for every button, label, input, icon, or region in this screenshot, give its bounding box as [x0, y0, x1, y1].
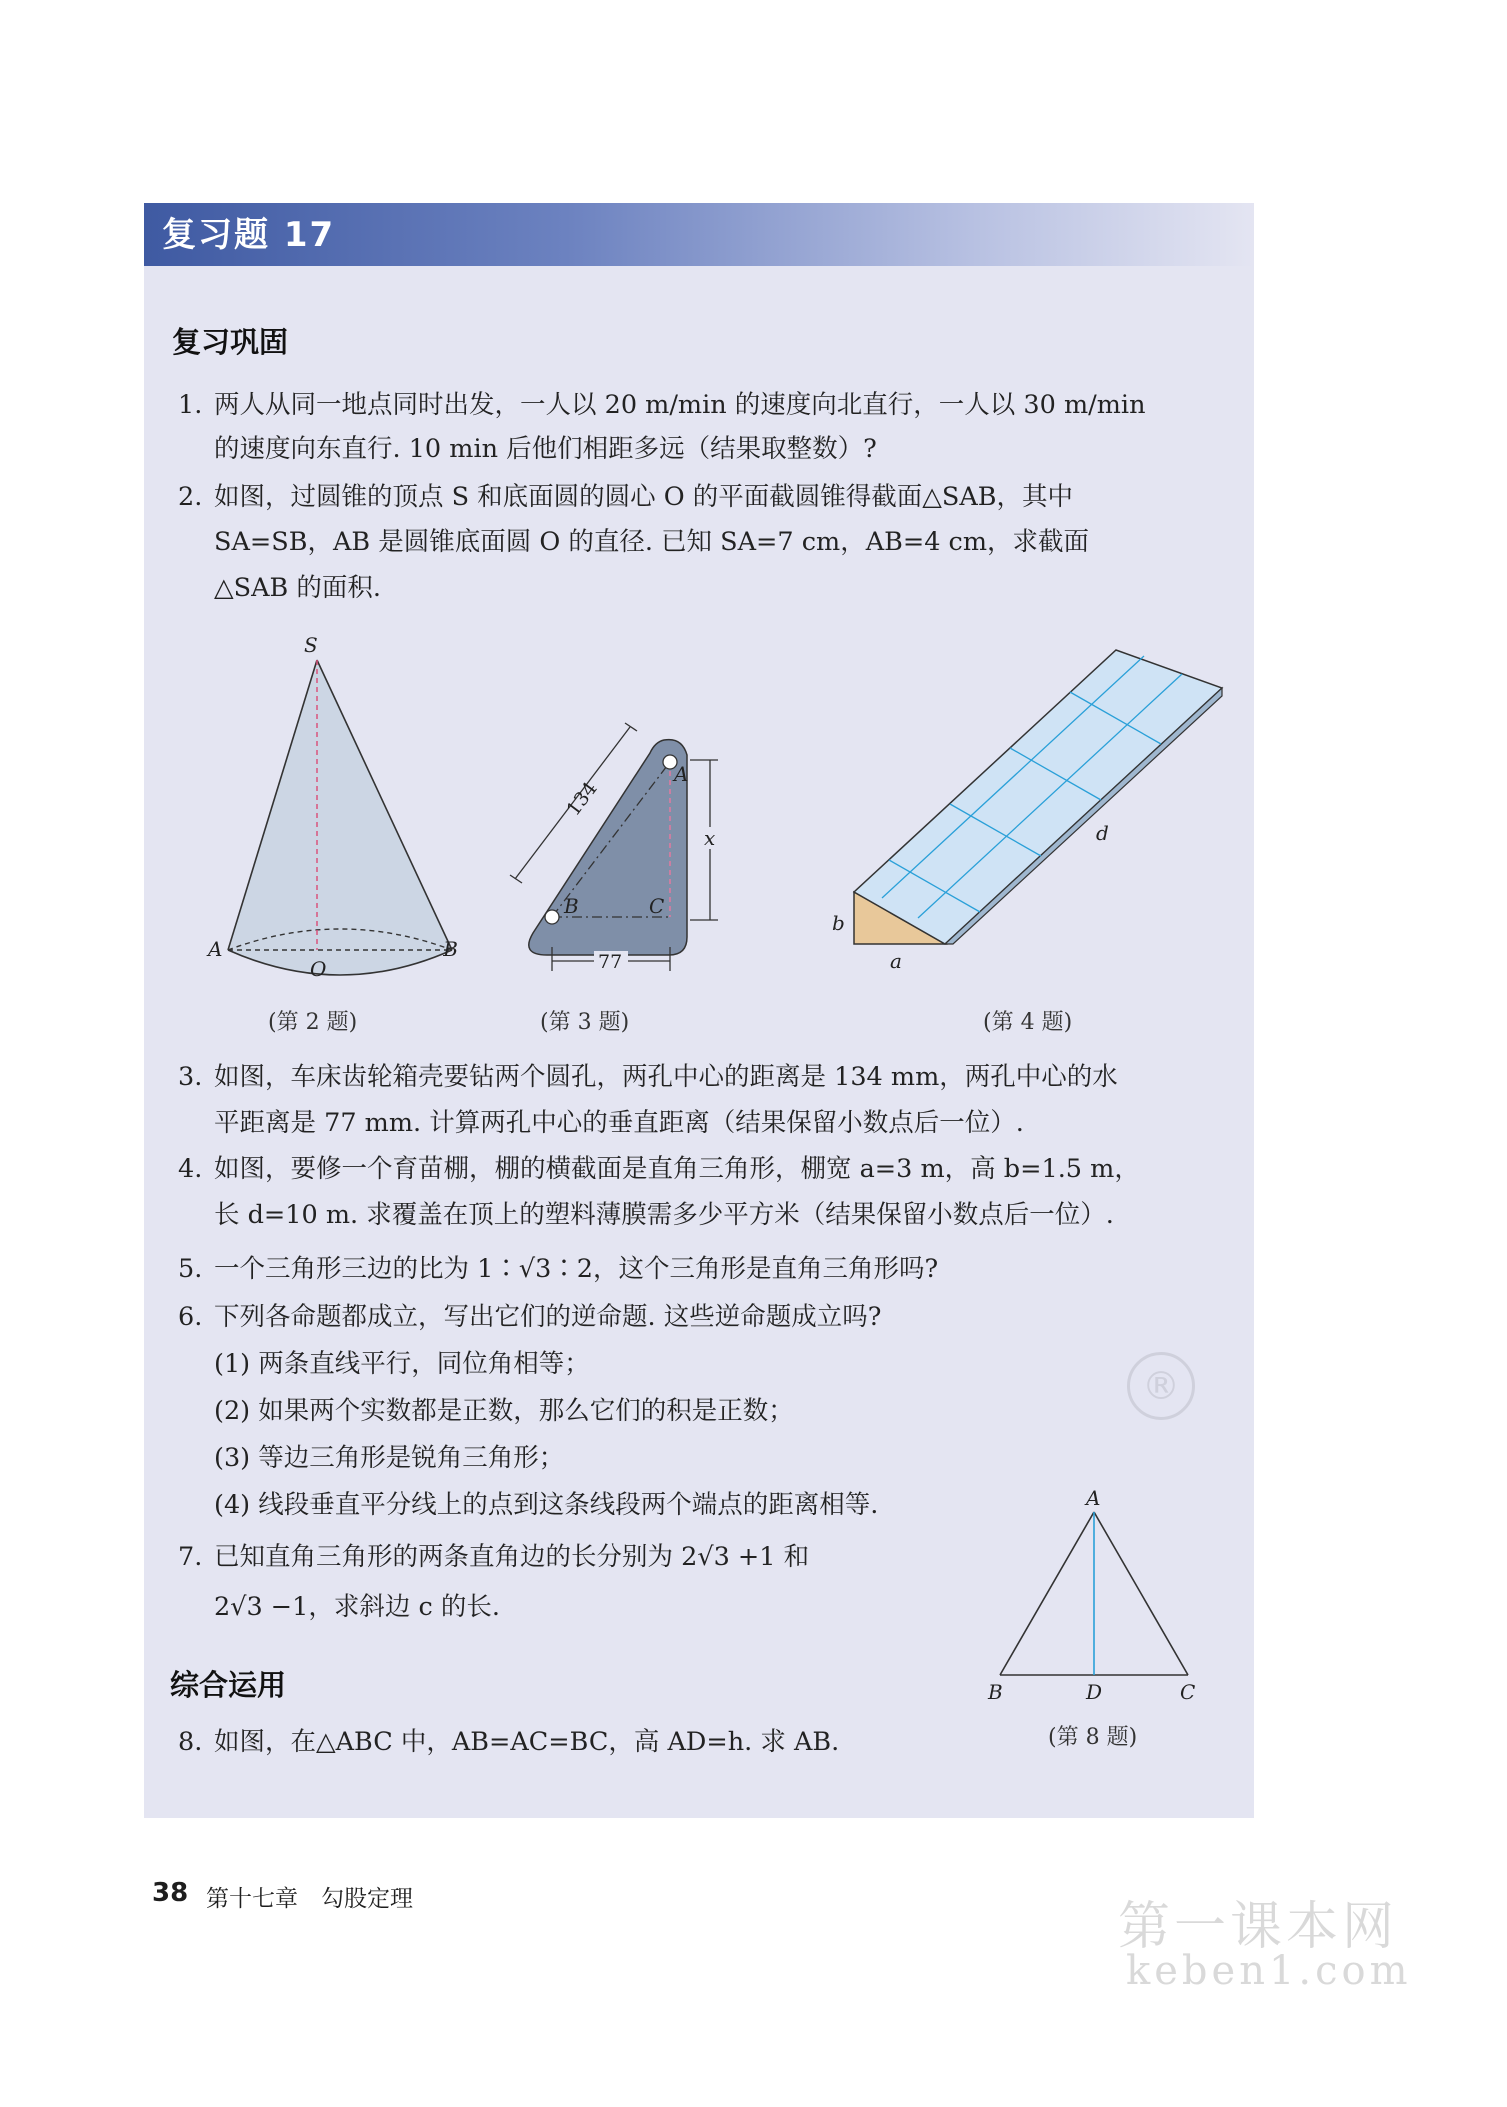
- problem-3: [178, 1060, 1118, 1094]
- label-b: b: [832, 911, 845, 935]
- problem-6-item-2: (2) 如果两个实数都是正数，那么它们的积是正数；: [214, 1396, 794, 1426]
- problem-4-line2: 长 d=10 m. 求覆盖在顶上的塑料薄膜需多少平方米（结果保留小数点后一位）.: [214, 1200, 1114, 1230]
- problem-number: 6.: [178, 1302, 203, 1332]
- problem-number: 8.: [178, 1727, 203, 1757]
- problem-text: 如图，要修一个育苗棚，棚的横截面是直角三角形，棚宽 a=3 m，高 b=1.5 m，: [214, 1154, 1140, 1184]
- section-heading-apply: 综合运用: [170, 1668, 287, 1702]
- problem-text: 一个三角形三边的比为 1∶√3∶2，这个三角形是直角三角形吗?: [214, 1254, 939, 1284]
- caption-fig2: (第 2 题): [268, 1010, 358, 1035]
- caption-fig8: (第 8 题): [1048, 1725, 1138, 1750]
- problem-3-line2: 平距离是 77 mm. 计算两孔中心的垂直距离（结果保留小数点后一位）.: [214, 1108, 1024, 1138]
- caption-fig3: (第 3 题): [540, 1010, 630, 1035]
- problem-2-line2: SA=SB，AB 是圆锥底面圆 O 的直径. 已知 SA=7 cm，AB=4 cm，求截面: [214, 527, 1090, 557]
- problem-number: 3.: [178, 1062, 203, 1092]
- label-134: 134: [562, 777, 602, 821]
- label-s: S: [304, 633, 318, 657]
- label-c: C: [1180, 1680, 1196, 1704]
- problem-text: 下列各命题都成立，写出它们的逆命题. 这些逆命题成立吗?: [214, 1302, 882, 1332]
- problem-number: 7.: [178, 1542, 203, 1572]
- problem-2: [178, 480, 1073, 514]
- problem-8: [178, 1725, 839, 1759]
- problem-6-item-3: (3) 等边三角形是锐角三角形；: [214, 1443, 565, 1473]
- site-watermark-cn: 第一课本网: [1118, 1897, 1399, 1957]
- problem-number: 1.: [178, 390, 203, 420]
- label-77: 77: [598, 951, 623, 973]
- site-watermark-en: keben1.com: [1126, 1948, 1412, 1994]
- figure-greenhouse: [830, 640, 1230, 980]
- exercise-title: 复习题 17: [162, 215, 336, 255]
- label-b: B: [443, 937, 458, 961]
- problem-number: 4.: [178, 1154, 203, 1184]
- label-a: a: [890, 949, 902, 973]
- problem-number: 5.: [178, 1254, 203, 1284]
- problem-6-item-4: (4) 线段垂直平分线上的点到这条线段两个端点的距离相等.: [214, 1490, 879, 1520]
- problem-4: [178, 1152, 1140, 1186]
- problem-7-line2: 2√3 −1，求斜边 c 的长.: [214, 1592, 500, 1622]
- label-c: C: [649, 894, 665, 918]
- problem-5: [178, 1252, 938, 1286]
- label-b: B: [988, 1680, 1003, 1704]
- page-number: 38: [152, 1878, 189, 1908]
- problem-text: 如图，车床齿轮箱壳要钻两个圆孔，两孔中心的距离是 134 mm，两孔中心的水: [214, 1062, 1118, 1092]
- figure-cone: [200, 630, 460, 980]
- problem-2-line3: △SAB 的面积.: [214, 573, 381, 603]
- caption-fig4: (第 4 题): [983, 1010, 1073, 1035]
- problem-text: 如图，在△ABC 中，AB=AC=BC，高 AD=h. 求 AB.: [214, 1727, 840, 1757]
- chapter-title: 第十七章 勾股定理: [206, 1886, 413, 1912]
- figure-triangle: [980, 1485, 1220, 1725]
- problem-text: 已知直角三角形的两条直角边的长分别为 2√3 +1 和: [214, 1542, 810, 1572]
- problem-1: [178, 388, 1146, 422]
- label-a: A: [674, 762, 689, 786]
- problem-text: 两人从同一地点同时出发，一人以 20 m/min 的速度向北直行，一人以 30 m/min: [214, 390, 1146, 420]
- label-a: A: [1086, 1486, 1101, 1510]
- label-a: A: [208, 937, 223, 961]
- problem-text: 如图，过圆锥的顶点 S 和底面圆的圆心 O 的平面截圆锥得截面△SAB，其中: [214, 482, 1074, 512]
- label-x: x: [704, 826, 716, 850]
- label-d: D: [1086, 1680, 1103, 1704]
- label-b: B: [564, 894, 579, 918]
- problem-6-item-1: (1) 两条直线平行，同位角相等；: [214, 1349, 590, 1379]
- problem-6: [178, 1300, 881, 1334]
- label-d: d: [1096, 821, 1109, 845]
- problem-7: [178, 1540, 809, 1574]
- section-heading-consolidate: 复习巩固: [172, 325, 289, 359]
- problem-1-line2: 的速度向东直行. 10 min 后他们相距多远（结果取整数）?: [214, 434, 877, 464]
- problem-number: 2.: [178, 482, 203, 512]
- registered-mark: ®: [1127, 1352, 1195, 1420]
- label-o: O: [310, 957, 327, 980]
- figure-plate: [500, 715, 750, 990]
